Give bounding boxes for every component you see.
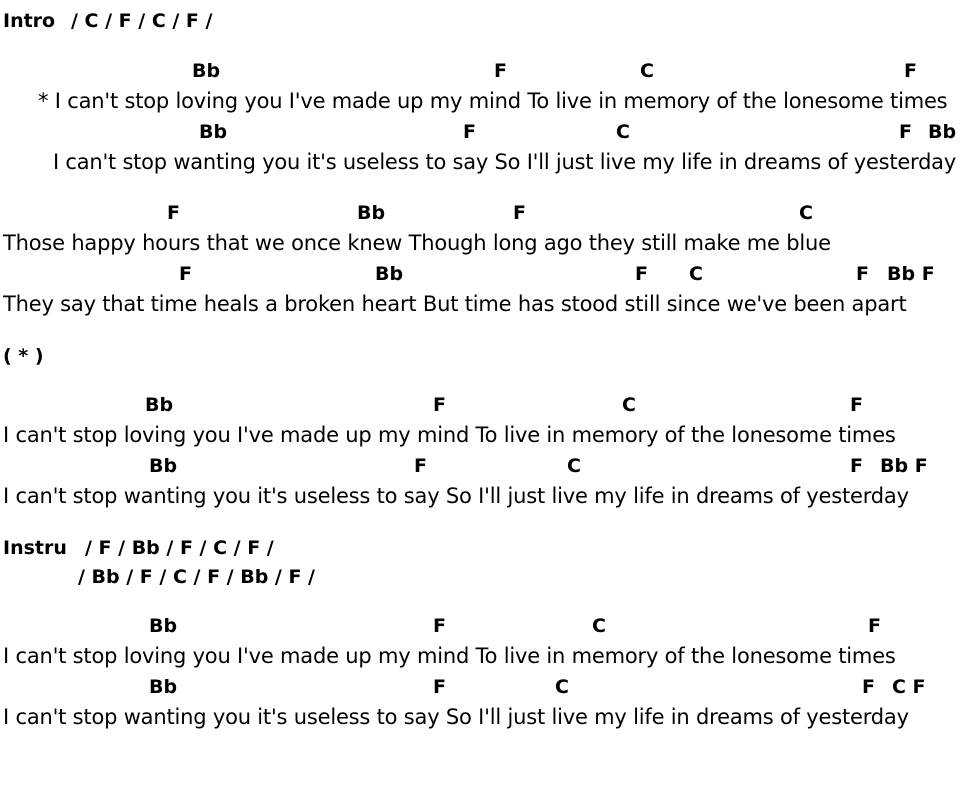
chord: C: [567, 455, 581, 477]
intro-label: Intro: [3, 10, 56, 32]
chord: F: [904, 60, 917, 82]
lyric-line: I can't stop loving you I've made up my mind To live in memory of the lonesome times: [3, 644, 896, 668]
chord: F: [635, 263, 648, 285]
lyric-line: I can't stop wanting you it's useless to say So I'll just live my life in dreams of yesterday: [3, 705, 909, 729]
chord: F: [868, 615, 881, 637]
lyric-line: Those happy hours that we once knew Though long ago they still make me blue: [3, 231, 831, 255]
chord: F: [433, 615, 446, 637]
chord: Bb: [145, 394, 174, 416]
chord: F: [850, 394, 863, 416]
instru-label: Instru: [3, 537, 67, 559]
lyric-line: * I can't stop loving you I've made up my mind To live in memory of the lonesome times: [38, 89, 948, 113]
chord: F: [513, 202, 526, 224]
chord: Bb: [149, 615, 178, 637]
lyric-line: I can't stop loving you I've made up my mind To live in memory of the lonesome times: [3, 423, 896, 447]
chord: F: [494, 60, 507, 82]
instru-chords-line: / F / Bb / F / C / F /: [85, 537, 274, 559]
chord: C F: [892, 676, 926, 698]
repeat-marker: ( * ): [3, 345, 44, 367]
chord: F: [899, 121, 912, 143]
chord: C: [616, 121, 630, 143]
chord: Bb F: [880, 455, 928, 477]
chord: F: [862, 676, 875, 698]
chord: C: [622, 394, 636, 416]
chord: Bb F: [887, 263, 935, 285]
chord: C: [799, 202, 813, 224]
chord: Bb: [149, 676, 178, 698]
chord: C: [555, 676, 569, 698]
chord: C: [592, 615, 606, 637]
chord: F: [167, 202, 180, 224]
lyric-line: They say that time heals a broken heart But time has stood still since we've been apart: [3, 292, 907, 316]
chord: F: [856, 263, 869, 285]
chord: F: [433, 676, 446, 698]
instru-chords-line: / Bb / F / C / F / Bb / F /: [78, 566, 315, 588]
chord: Bb: [149, 455, 178, 477]
chord: F: [179, 263, 192, 285]
chord: Bb: [375, 263, 404, 285]
lyric-line: I can't stop wanting you it's useless to say So I'll just live my life in dreams of yesterday: [53, 150, 957, 174]
chord: C: [689, 263, 703, 285]
chord: F: [463, 121, 476, 143]
chord: Bb: [928, 121, 957, 143]
chord: Bb: [199, 121, 228, 143]
lyric-line: I can't stop wanting you it's useless to say So I'll just live my life in dreams of yesterday: [3, 484, 909, 508]
intro-chords: / C / F / C / F /: [71, 10, 213, 32]
chord: F: [414, 455, 427, 477]
chord: Bb: [192, 60, 221, 82]
chord: F: [850, 455, 863, 477]
chord: C: [640, 60, 654, 82]
chord: F: [433, 394, 446, 416]
chord: Bb: [357, 202, 386, 224]
